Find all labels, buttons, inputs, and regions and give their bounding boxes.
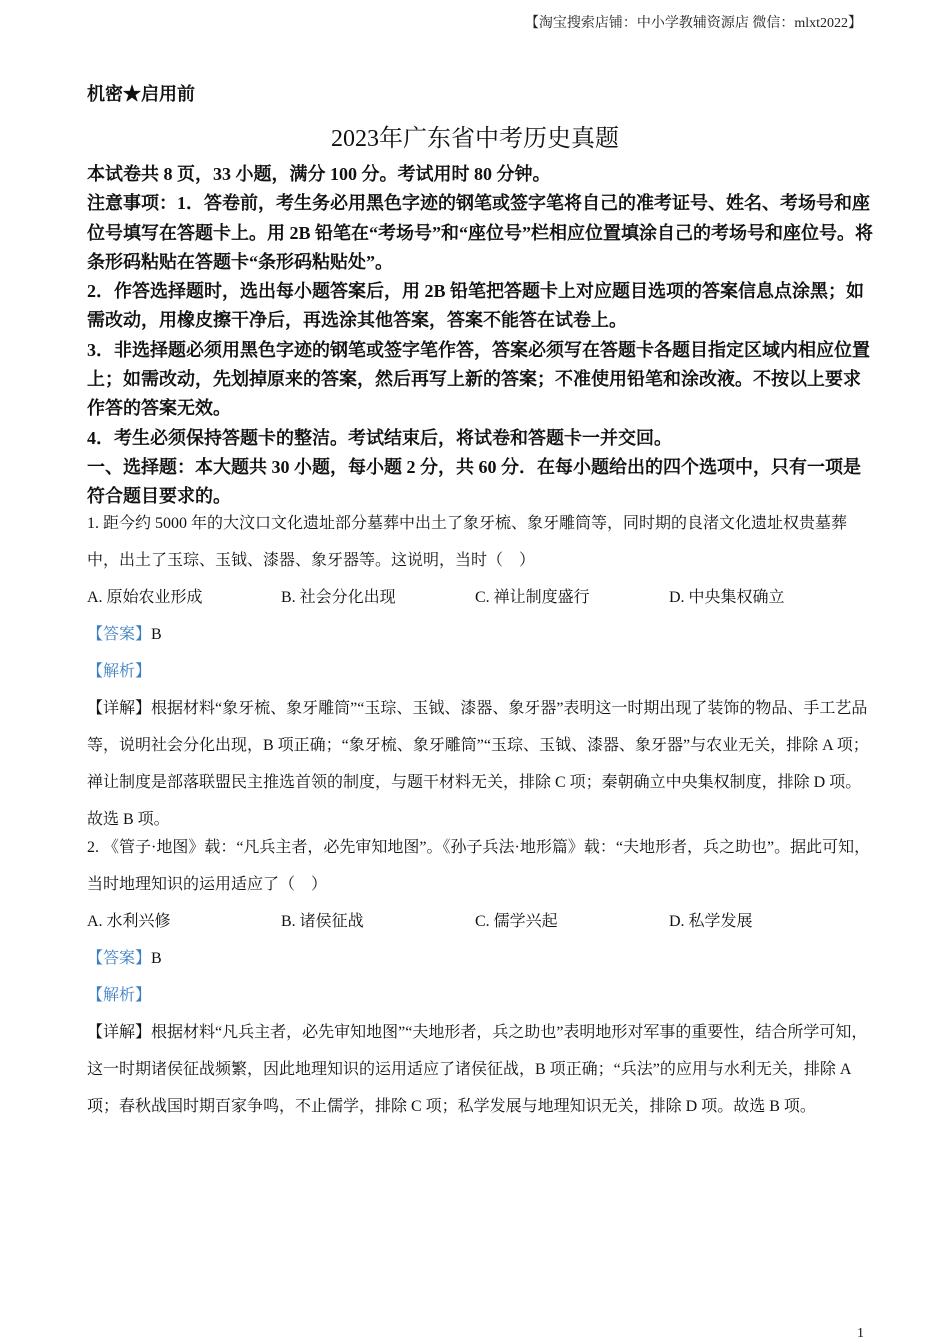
classified-mark: 机密★启用前 bbox=[87, 84, 195, 104]
instruction-note-3: 3．非选择题必须用黑色字迹的钢笔或签字笔作答，答案必须写在答题卡各题目指定区域内相应位置上；如需改动，先划掉原来的答案，然后再写上新的答案；不准使用铅笔和涂改液。不按以上要求作答的答案无效。 bbox=[87, 339, 870, 419]
question-stem: 2. 《管子·地图》载：“凡兵主者，必先审知地图”。《孙子兵法·地形篇》载：“夫地形者，兵之助也”。据此可知，当时地理知识的运用适应了（ ） bbox=[87, 839, 871, 893]
page-title: 2023年广东省中考历史真题 bbox=[331, 126, 619, 152]
answer-line bbox=[87, 940, 877, 977]
analysis-label: 【解析】 bbox=[87, 987, 152, 1004]
detail-text: 根据材料“凡兵主者，必先审知地图”“夫地形者，兵之助也”表明地形对军事的重要性，结合所学可知，这一时期诸侯征战频繁，因此地理知识的运用适应了诸侯征战，B 项正确；“兵法”的应用与水利无关，排除 A 项；春秋战国时期百家争鸣，不止儒学，排除 C 项；私学发展与地理知识无关，排除 D 项。故选 B 项。 bbox=[87, 1024, 868, 1115]
exam-summary: 本试卷共 8 页，33 小题，满分 100 分。考试用时 80 分钟。 bbox=[87, 164, 551, 184]
answer-value: B bbox=[151, 626, 162, 643]
analysis-line bbox=[87, 977, 877, 1014]
analysis-line bbox=[87, 653, 877, 690]
question-stem: 1. 距今约 5000 年的大汶口文化遗址部分墓葬中出土了象牙梳、象牙雕筒等，同时期的良渚文化遗址权贵墓葬中，出土了玉琮、玉钺、漆器、象牙器等。这说明，当时（ ） bbox=[87, 515, 848, 569]
option-c: C. 禅让制度盛行 bbox=[475, 589, 590, 606]
detail-label: 【详解】 bbox=[87, 1024, 152, 1041]
option-a: A. 原始农业形成 bbox=[87, 589, 203, 606]
option-a: A. 水利兴修 bbox=[87, 913, 171, 930]
answer-value: B bbox=[151, 950, 162, 967]
option-d: D. 私学发展 bbox=[669, 913, 753, 930]
detail-text: 根据材料“象牙梳、象牙雕筒”“玉琮、玉钺、漆器、象牙器”表明这一时期出现了装饰的物品、手工艺品等，说明社会分化出现，B 项正确；“象牙梳、象牙雕筒”“玉琮、玉钺、漆器、象牙器”与农业无关，排除 A 项；禅让制度是部落联盟民主推选首领的制度，与题干材料无关，排除 C 项；秦朝确立中央集权制度，排除 D 项。故选 B 项。 bbox=[87, 700, 869, 828]
analysis-label: 【解析】 bbox=[87, 663, 152, 680]
detail-paragraph bbox=[87, 1014, 877, 1125]
question-1 bbox=[87, 505, 877, 838]
detail-paragraph bbox=[87, 690, 877, 838]
instruction-note-2: 2．作答选择题时，选出每小题答案后，用 2B 铅笔把答题卡上对应题目选项的答案信息点涂黑；如需改动，用橡皮擦干净后，再选涂其他答案，答案不能答在试卷上。 bbox=[87, 281, 865, 331]
option-list bbox=[87, 903, 877, 940]
option-list bbox=[87, 579, 877, 616]
instruction-note-1: 注意事项：1．答卷前，考生务必用黑色字迹的钢笔或签字笔将自己的准考证号、姓名、考场号和座位号填写在答题卡上。用 2B 铅笔在“考场号”和“座位号”栏相应位置填涂自己的考场号和座位号。将条形码粘贴在答题卡“条形码粘贴处”。 bbox=[87, 193, 874, 272]
detail-label: 【详解】 bbox=[87, 700, 152, 717]
exam-instructions bbox=[87, 160, 873, 512]
option-d: D. 中央集权确立 bbox=[669, 589, 785, 606]
option-b: B. 诸侯征战 bbox=[281, 913, 364, 930]
option-c: C. 儒学兴起 bbox=[475, 913, 558, 930]
instruction-note-4: 4．考生必须保持答题卡的整洁。考试结束后，将试卷和答题卡一并交回。 bbox=[87, 427, 672, 448]
answer-line bbox=[87, 616, 877, 653]
section-heading: 一、选择题：本大题共 30 小题，每小题 2 分，共 60 分．在每小题给出的四个选项中，只有一项是符合题目要求的。 bbox=[87, 456, 861, 507]
header-note: 【淘宝搜索店铺：中小学教辅资源店 微信：mlxt2022】 bbox=[524, 16, 862, 31]
option-b: B. 社会分化出现 bbox=[281, 589, 396, 606]
answer-label: 【答案】 bbox=[87, 950, 152, 967]
page-number: 1 bbox=[857, 1326, 864, 1341]
question-2 bbox=[87, 829, 877, 1125]
answer-label: 【答案】 bbox=[87, 626, 152, 643]
